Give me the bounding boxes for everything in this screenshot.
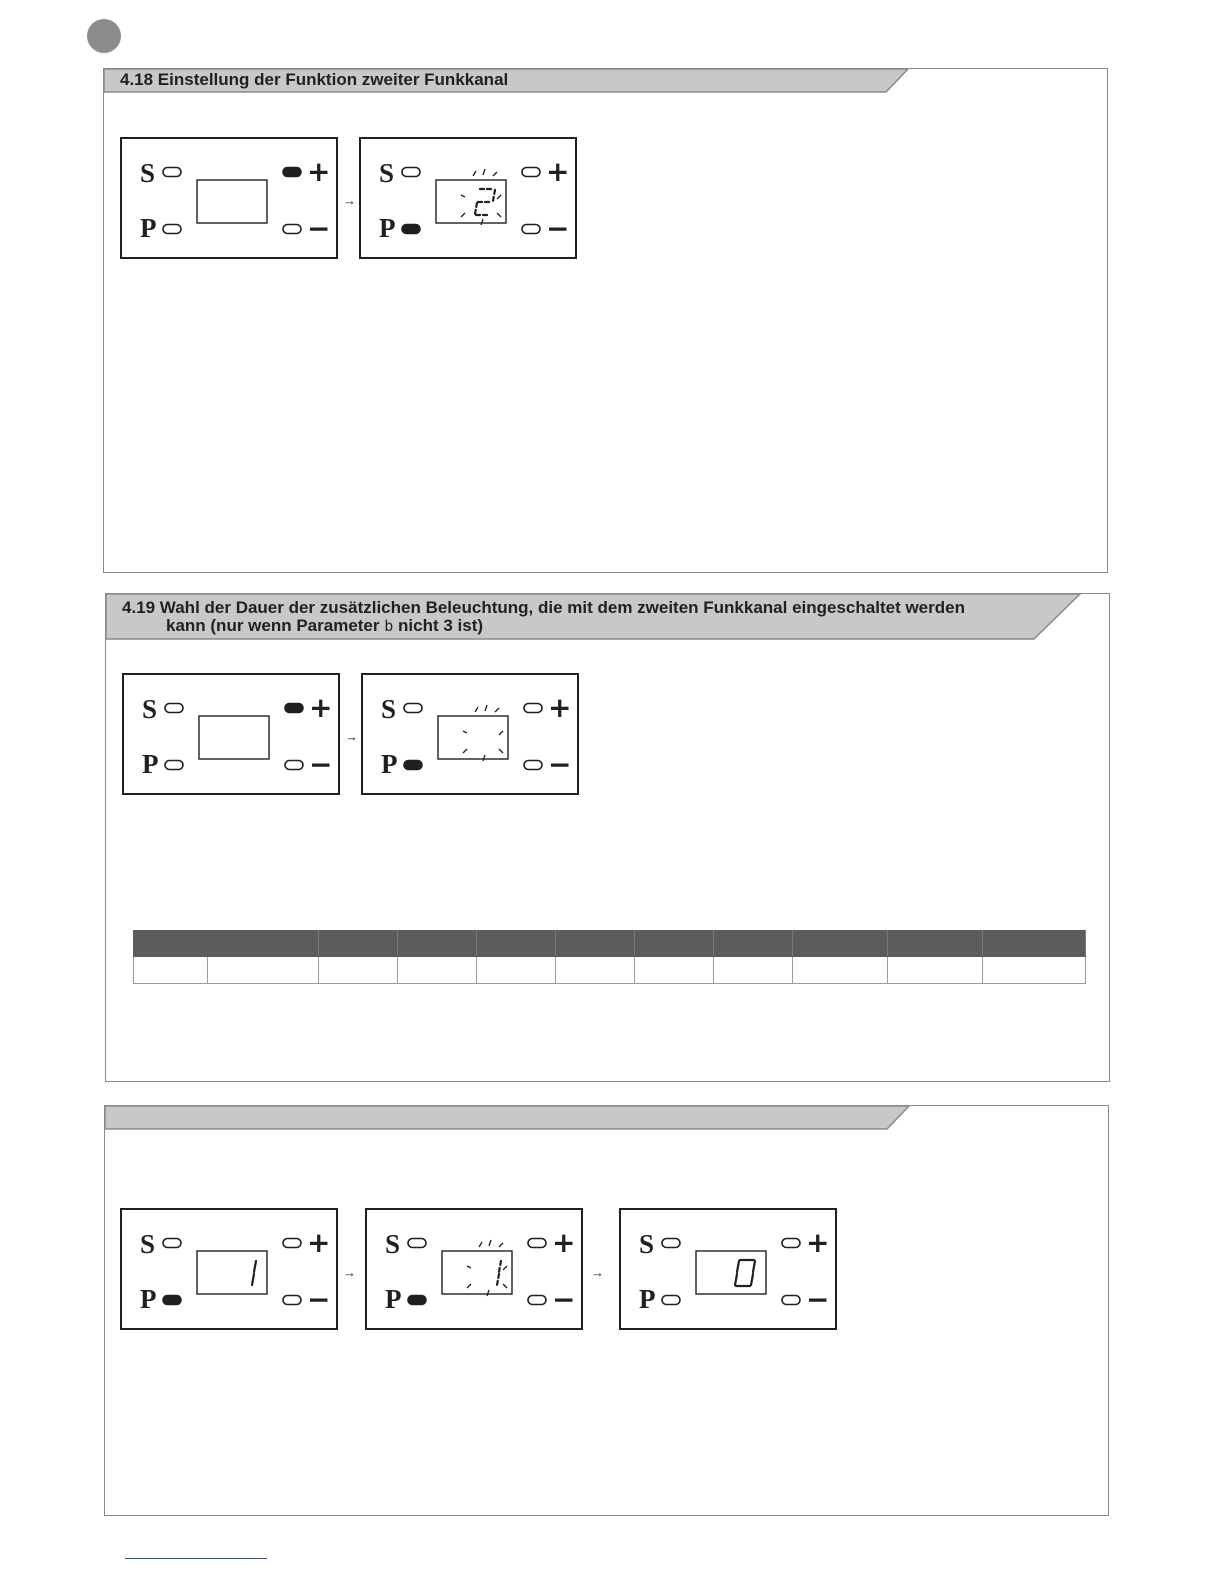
led-p-indicator (165, 761, 183, 770)
panel-label-p: P (379, 213, 396, 243)
panel-label-plus: + (546, 155, 570, 188)
led-s-indicator (662, 1239, 680, 1248)
blink-ray (485, 705, 487, 711)
panel-label-plus: + (552, 1226, 576, 1259)
table-header-cell (714, 931, 793, 957)
led-s-indicator (165, 704, 183, 713)
panel-graphics (361, 139, 575, 257)
led-p-indicator (402, 225, 420, 234)
panel-label-s: S (140, 158, 156, 188)
blink-ray (495, 708, 499, 712)
section-3-banner (105, 1106, 911, 1130)
panel-label-minus: − (546, 212, 570, 245)
panel-graphics (363, 675, 577, 793)
section-4-19 (105, 593, 1110, 1082)
panel-graphics (621, 1210, 835, 1328)
blink-ray (479, 1242, 482, 1247)
title-line2-end: nicht 3 ist) (398, 616, 484, 635)
panel-label-s: S (639, 1229, 655, 1259)
panel-label-p: P (381, 749, 398, 779)
led-plus-indicator (283, 168, 301, 177)
led-minus-indicator (522, 225, 540, 234)
panel-label-minus: − (307, 212, 331, 245)
table-cell (477, 957, 556, 984)
panel-label-p: P (140, 213, 157, 243)
table-cell (635, 957, 714, 984)
table-cell (319, 957, 398, 984)
led-minus-indicator (524, 761, 542, 770)
table-cell (888, 957, 983, 984)
table-header-cell (398, 931, 477, 957)
duration-table (133, 930, 1086, 984)
table-header-cell (319, 931, 398, 957)
page-marker-dot (87, 19, 121, 53)
table-header-cell (635, 931, 714, 957)
table-cell (398, 957, 477, 984)
control-panel (365, 1208, 583, 1330)
led-plus-indicator (528, 1239, 546, 1248)
led-minus-indicator (283, 1296, 301, 1305)
control-panel (359, 137, 577, 259)
led-s-indicator (163, 1239, 181, 1248)
panel-label-plus: + (307, 1226, 331, 1259)
footer-rule (125, 1558, 267, 1559)
led-s-indicator (404, 704, 422, 713)
parameter-b-symbol: b (384, 617, 394, 635)
display-window (199, 716, 269, 759)
led-minus-indicator (283, 225, 301, 234)
panel-label-s: S (379, 158, 395, 188)
panel-graphics (122, 1210, 336, 1328)
led-p-indicator (163, 225, 181, 234)
led-minus-indicator (782, 1296, 800, 1305)
panel-graphics (124, 675, 338, 793)
table-header-row (134, 931, 1086, 957)
blink-ray (499, 1243, 503, 1247)
table-header-cell (793, 931, 888, 957)
led-minus-indicator (528, 1296, 546, 1305)
table-header-cell (888, 931, 983, 957)
title-line2-start: kann (nur wenn Parameter (166, 616, 380, 635)
led-plus-indicator (522, 168, 540, 177)
panel-label-minus: − (548, 748, 572, 781)
led-plus-indicator (524, 704, 542, 713)
blink-ray (483, 169, 485, 175)
control-panel (120, 1208, 338, 1330)
panel-label-s: S (140, 1229, 156, 1259)
table-cell (793, 957, 888, 984)
arrow-section3-b: → (591, 1265, 604, 1280)
led-p-indicator (662, 1296, 680, 1305)
table-header-cell (556, 931, 635, 957)
panel-graphics (367, 1210, 581, 1328)
table-cell (134, 957, 208, 984)
table-header-cell (477, 931, 556, 957)
display-window (197, 1251, 267, 1294)
table-row (134, 957, 1086, 984)
blink-ray (493, 172, 497, 176)
led-plus-indicator (285, 704, 303, 713)
led-plus-indicator (283, 1239, 301, 1248)
panel-graphics (122, 139, 336, 257)
led-s-indicator (163, 168, 181, 177)
control-panel (619, 1208, 837, 1330)
arrow-4-18: → (343, 193, 356, 208)
blink-ray (473, 171, 476, 176)
panel-label-minus: − (806, 1283, 830, 1316)
led-plus-indicator (782, 1239, 800, 1248)
led-s-indicator (408, 1239, 426, 1248)
control-panel (361, 673, 579, 795)
panel-label-minus: − (307, 1283, 331, 1316)
led-p-indicator (163, 1296, 181, 1305)
panel-label-plus: + (307, 155, 331, 188)
panel-label-plus: + (806, 1226, 830, 1259)
panel-label-p: P (639, 1284, 656, 1314)
panel-label-p: P (142, 749, 159, 779)
led-p-indicator (404, 761, 422, 770)
table-cell (208, 957, 319, 984)
panel-label-p: P (140, 1284, 157, 1314)
table-cell (556, 957, 635, 984)
section-4-19-title: 4.19 Wahl der Dauer der zusätzlichen Beleuchtung, die mit dem zweiten Funkkanal eingeschaltet werden (122, 598, 965, 617)
panel-label-s: S (385, 1229, 401, 1259)
control-panel (122, 673, 340, 795)
section-4-18-title: 4.18 Einstellung der Funktion zweiter Funkkanal (120, 70, 509, 89)
panel-label-plus: + (309, 691, 333, 724)
arrow-section3-a: → (343, 1265, 356, 1280)
arrow-4-19: → (345, 729, 358, 744)
display-window (696, 1251, 766, 1294)
display-window (438, 716, 508, 759)
led-p-indicator (408, 1296, 426, 1305)
blink-ray (475, 707, 478, 712)
table-cell (714, 957, 793, 984)
display-window (197, 180, 267, 223)
led-s-indicator (402, 168, 420, 177)
display-window (436, 180, 506, 223)
panel-label-minus: − (309, 748, 333, 781)
blink-ray (489, 1240, 491, 1246)
panel-label-s: S (142, 694, 158, 724)
panel-label-s: S (381, 694, 397, 724)
led-minus-indicator (285, 761, 303, 770)
table-header-cell (134, 931, 319, 957)
display-window (442, 1251, 512, 1294)
control-panel (120, 137, 338, 259)
table-cell (983, 957, 1086, 984)
table-header-cell (983, 931, 1086, 957)
panel-label-p: P (385, 1284, 402, 1314)
panel-label-minus: − (552, 1283, 576, 1316)
panel-label-plus: + (548, 691, 572, 724)
section-4-19-title-line2 (166, 617, 483, 635)
